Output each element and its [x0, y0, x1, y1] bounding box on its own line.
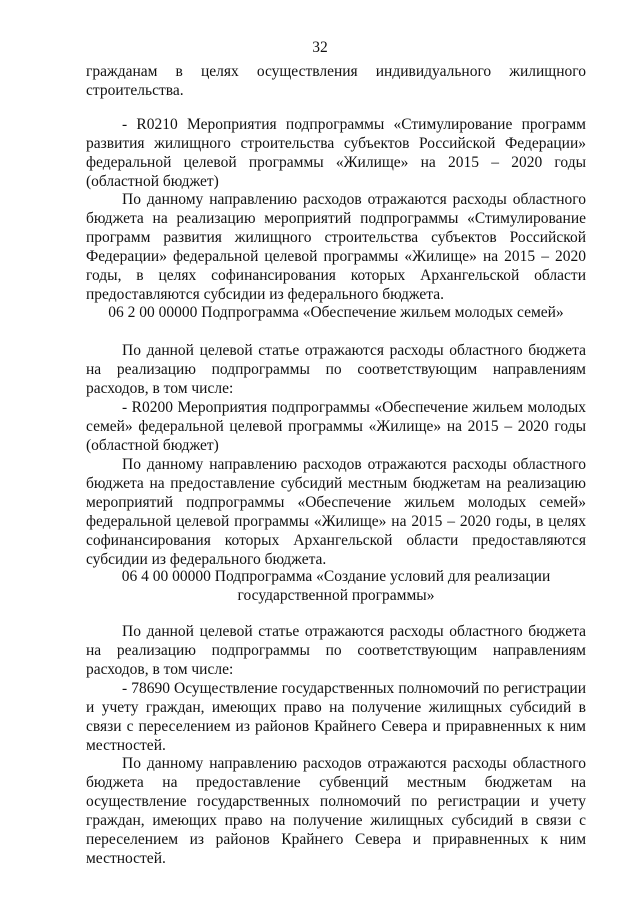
item-r0210: - R0210 Мероприятия подпрограммы «Стимулирование программ развития жилищного строительства субъектов Российской Федерации» федеральной целевой программы «Жилище» на 2015 – 2020 годы (областной бюджет): [86, 116, 586, 190]
paragraph-06-2-intro: По данной целевой статье отражаются расходы областного бюджета на реализацию подпрограммы по соответствующим направлениям расходов, в том числе:: [86, 342, 586, 397]
paragraph-78690-description: По данному направлению расходов отражаются расходы областного бюджета на предоставление субвенций местным бюджетам на осуществление государственных полномочий по регистрации и учету граждан, имеющих право на получение жилищных субсидий в связи с переселением из районов Крайнего Севера и приравненных к ним местностей.: [86, 755, 586, 867]
paragraph-r0200-description: По данному направлению расходов отражаются расходы областного бюджета на предоставление субсидий местным бюджетам на реализацию мероприятий подпрограммы «Обеспечение жильем молодых семей» федеральной целевой программы «Жилище» на 2015 – 2020 годы, в целях софинансирования которых Архангельской области предоставляются субсидии из федерального бюджета.: [86, 456, 586, 568]
item-r0200: - R0200 Мероприятия подпрограммы «Обеспечение жильем молодых семей» федеральной целевой программы «Жилище» на 2015 – 2020 годы (областной бюджет): [86, 399, 586, 454]
paragraph-continuation: гражданам в целях осуществления индивидуального жилищного строительства.: [86, 63, 586, 99]
item-78690: - 78690 Осуществление государственных полномочий по регистрации и учету граждан, имеющих право на получение жилищных субсидий в связи с переселением из районов Крайнего Севера и приравненных к ним местностей.: [86, 680, 586, 754]
heading-subprogram-06-4: 06 4 00 00000 Подпрограмма «Создание условий для реализации государственной программы»: [121, 568, 551, 604]
page-number: 32: [312, 39, 328, 56]
heading-subprogram-06-2: 06 2 00 00000 Подпрограмма «Обеспечение жильем молодых семей»: [108, 304, 564, 321]
paragraph-r0210-description: По данному направлению расходов отражаются расходы областного бюджета на реализацию мероприятий подпрограммы «Стимулирование программ развития жилищного строительства субъектов Российской Федерации» федеральной целевой программы «Жилище» на 2015 – 2020 годы, в целях софинансирования которых Архангельской области предоставляются субсидии из федерального бюджета.: [86, 191, 586, 303]
paragraph-06-4-intro: По данной целевой статье отражаются расходы областного бюджета на реализацию подпрограммы по соответствующим направлениям расходов, в том числе:: [86, 623, 586, 678]
